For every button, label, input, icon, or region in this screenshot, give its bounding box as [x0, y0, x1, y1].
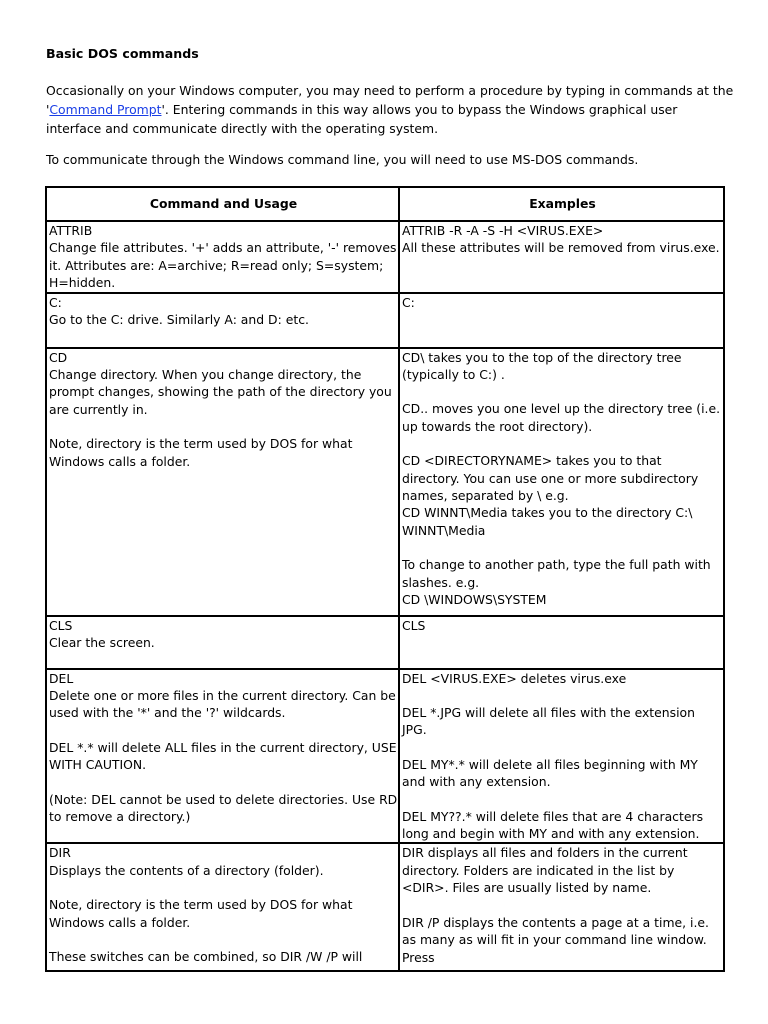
table-row-del	[46, 669, 724, 844]
command-name: DEL	[49, 670, 74, 686]
examples-cell	[399, 616, 724, 669]
example-text: CLS	[402, 617, 426, 633]
usage-text: Go to the C: drive. Similarly A: and D: etc.	[49, 312, 309, 328]
table-header-row	[46, 187, 724, 221]
example-text: DEL MY??.* will delete files that are 4 characters long and begin with MY and with any extension.	[402, 808, 704, 842]
table-row-c	[46, 293, 724, 348]
intro-prefix: Occasionally on your Windows computer, you may need to perform a procedure by typing in commands at the '	[46, 83, 734, 117]
usage-note: Note, directory is the term used by DOS for what Windows calls a folder.	[49, 436, 353, 469]
example-text: CD \WINDOWS\SYSTEM	[402, 592, 547, 608]
example-text: CD.. moves you one level up the directory tree (i.e. up towards the root directory).	[402, 401, 721, 434]
command-name: C:	[49, 294, 62, 310]
usage-text: Delete one or more files in the current directory. Can be used with the '*' and the '?' wildcards.	[49, 688, 396, 721]
command-name: DIR	[49, 845, 71, 861]
example-text: CD\ takes you to the top of the directory tree (typically to C:) .	[402, 349, 682, 383]
usage-text: Clear the screen.	[49, 635, 155, 651]
table-row-attrib	[46, 221, 724, 293]
intro-suffix: '. Entering commands in this way allows you to bypass the Windows graphical user interface and communicate directly with the operating system.	[46, 102, 678, 136]
usage-note: Note, directory is the term used by DOS for what Windows calls a folder.	[49, 897, 353, 930]
intro-paragraph	[46, 81, 736, 138]
examples-cell	[399, 221, 724, 293]
header-command-usage: Command and Usage	[46, 187, 399, 221]
command-name: ATTRIB	[49, 223, 93, 238]
command-name: CD	[49, 349, 68, 365]
usage-cell	[46, 348, 399, 616]
example-text: DIR /P displays the contents a page at a time, i.e. as many as will fit in your command line window. Press	[402, 914, 709, 965]
examples-cell	[399, 669, 724, 844]
table-row-dir	[46, 843, 724, 971]
usage-cell	[46, 843, 399, 971]
command-name: CLS	[49, 617, 73, 633]
example-text: CD <DIRECTORYNAME> takes you to that directory. You can use one or more subdirectory names, separated by \ e.g.	[402, 453, 699, 504]
commands-table	[45, 186, 725, 972]
example-text: ATTRIB -R -A -S -H <VIRUS.EXE>	[402, 223, 604, 238]
page-title: Basic DOS commands	[46, 46, 199, 61]
example-text: CD WINNT\Media takes you to the directory C:\ WINNT\Media	[402, 505, 693, 538]
example-text: DEL <VIRUS.EXE> deletes virus.exe	[402, 670, 627, 686]
example-text: To change to another path, type the full path with slashes. e.g.	[402, 557, 711, 590]
table-row-cls	[46, 616, 724, 669]
example-text: DEL MY*.* will delete all files beginning with MY and with any extension.	[402, 756, 698, 790]
example-text: All these attributes will be removed from virus.exe.	[402, 240, 720, 256]
usage-text: These switches can be combined, so DIR /W /P will	[49, 949, 363, 965]
examples-cell	[399, 293, 724, 348]
usage-text: Change file attributes. '+' adds an attribute, '-' removes it. Attributes are: A=archive; R=read only; S=system; H=hidden.	[49, 240, 397, 291]
example-text: DIR displays all files and folders in the current directory. Folders are indicated in the list by <DIR>. Files are usually listed by name.	[402, 845, 688, 896]
intro-paragraph-2: To communicate through the Windows command line, you will need to use MS-DOS commands.	[46, 152, 639, 167]
table-row-cd	[46, 348, 724, 616]
usage-cell	[46, 293, 399, 348]
example-text: DEL *.JPG will delete all files with the extension JPG.	[402, 705, 695, 738]
command-prompt-link[interactable]: Command Prompt	[49, 102, 162, 117]
header-examples: Examples	[399, 187, 724, 221]
example-text: C:	[402, 294, 415, 310]
usage-cell	[46, 616, 399, 669]
usage-text: DEL *.* will delete ALL files in the current directory, USE WITH CAUTION.	[49, 739, 397, 773]
usage-note: (Note: DEL cannot be used to delete directories. Use RD to remove a directory.)	[49, 791, 398, 825]
usage-cell	[46, 221, 399, 293]
usage-text: Displays the contents of a directory (folder).	[49, 862, 324, 878]
usage-cell	[46, 669, 399, 844]
examples-cell	[399, 843, 724, 971]
usage-text: Change directory. When you change directory, the prompt changes, showing the path of the directory you are currently in.	[49, 367, 392, 417]
examples-cell	[399, 348, 724, 616]
